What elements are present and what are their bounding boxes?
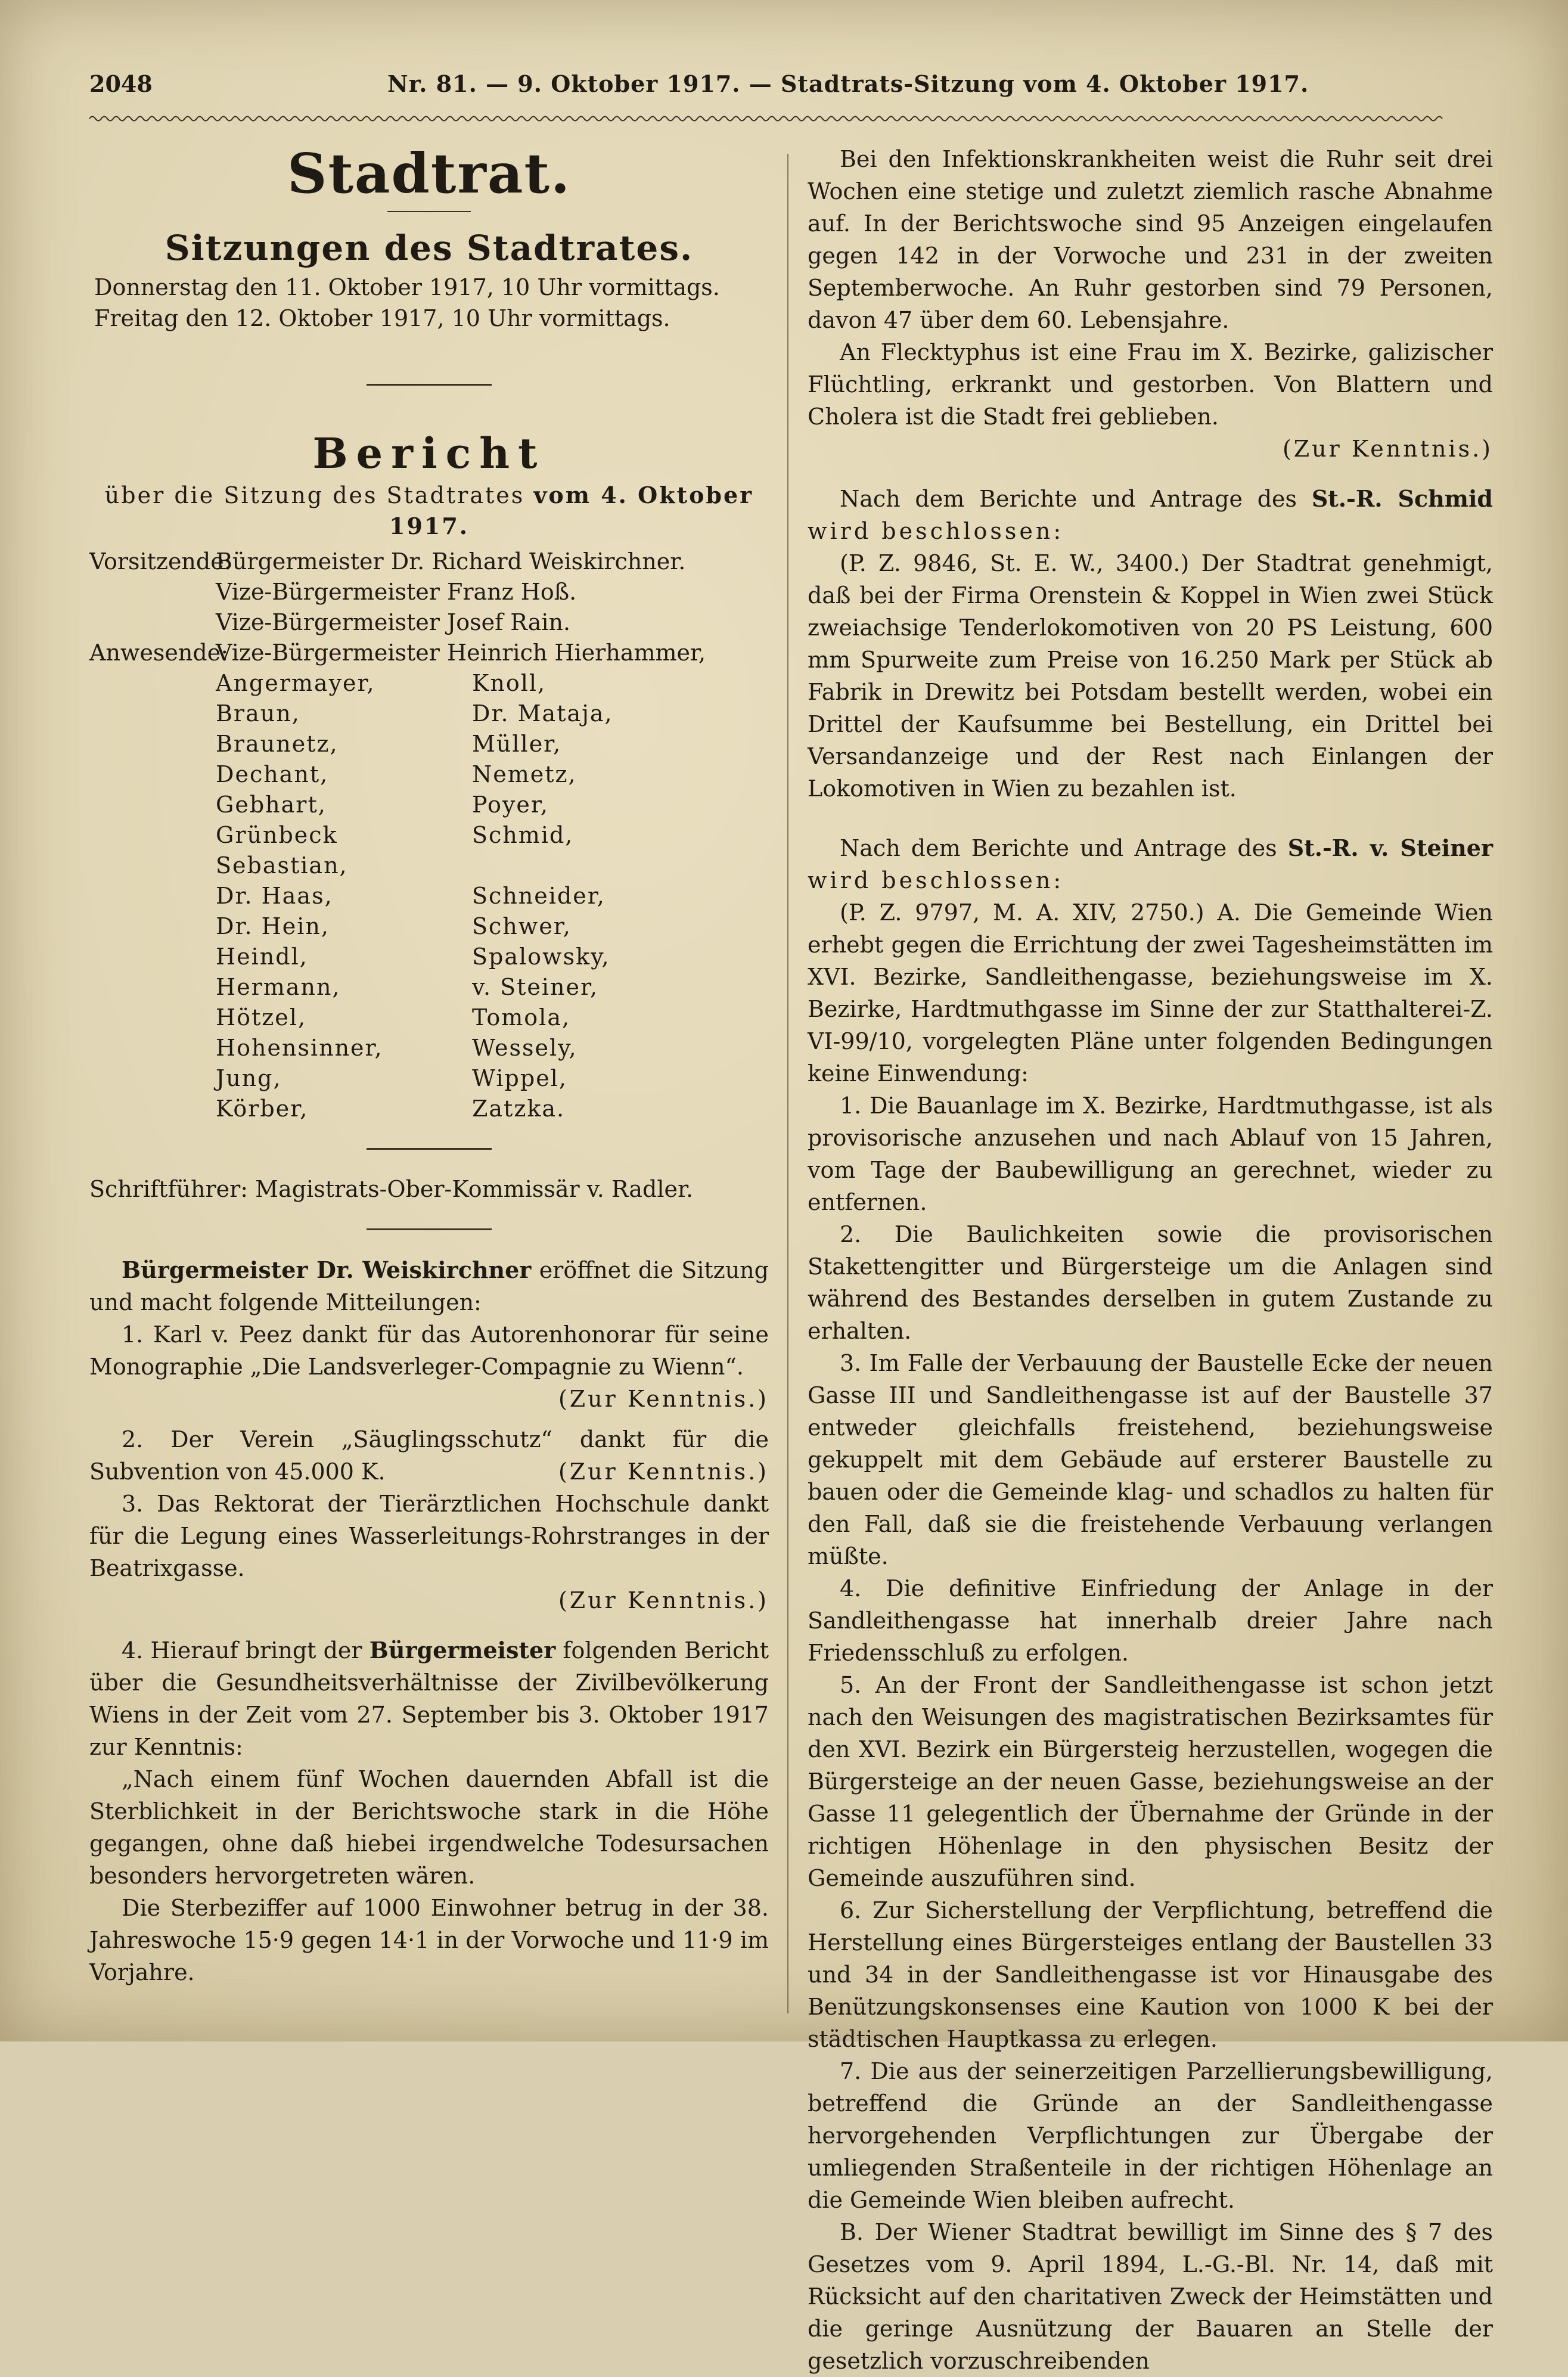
attendee-name: Poyer,: [472, 792, 549, 818]
attendee-list: [216, 668, 769, 1124]
opening-text: eröffnet die Sitzung und macht folgende Mitteilungen:: [89, 1257, 769, 1315]
condition-3: 3. Im Falle der Verbauung der Baustelle Ecke der neuen Gasse III und Sandleithengasse ist auf der Baustelle 37 entweder gleichfalls freistehend, beziehungsweise gekuppelt mit dem Gebäude auf ersterer Baustelle zu bauen oder die Gemeinde klag- und schadlos zu halten für den Fall, daß sie die freistehende Verbauung verlangen müßte.: [808, 1350, 1493, 1569]
writer-line: [89, 1174, 769, 1205]
announcement-4-lead: 4. Hierauf bringt der: [122, 1637, 362, 1664]
writer-value: Magistrats-Ober-Kommissär v. Radler.: [255, 1176, 694, 1202]
infection-paragraph: Bei den Infektionskrankheiten weist die Ruhr seit drei Wochen eine stetige und zuletzt ziemlich rasche Abnahme auf. In der Berichtswoche sind 95 Anzeigen eingelaufen gegen 142 in der Vorwoche und 231 in der zweiten Septemberwoche. An Ruhr gestorben sind 79 Personen, davon 47 über dem 60. Lebensjahre.: [808, 146, 1493, 333]
attendee-name: Knoll,: [472, 670, 547, 696]
attendee-name: Zatzka.: [472, 1096, 566, 1122]
kenntnis-note: (Zur Kenntnis.): [558, 1459, 769, 1485]
announcement-3: 3. Das Rektorat der Tierärztlichen Hochschule dankt für die Legung eines Wasserleitungs-Rohrstranges in der Beatrixgasse.: [89, 1491, 769, 1581]
section-masthead: Stadtrat.: [287, 141, 571, 206]
attendee-name: Hermann,: [216, 974, 341, 1000]
attendee-name: Wessely,: [472, 1035, 577, 1061]
attendee-name: Tomola,: [472, 1004, 571, 1031]
attendance-block: [89, 547, 769, 668]
kenntnis-note: (Zur Kenntnis.): [558, 1386, 769, 1412]
attendee-name: Hohensinner,: [216, 1035, 383, 1061]
attendee-name: Hötzel,: [216, 1004, 307, 1031]
attendee-name: Gebhart,: [216, 792, 327, 818]
attendee-name: Jung,: [216, 1065, 282, 1091]
attendee-name: Nemetz,: [472, 761, 577, 787]
chair-label: Vorsitzende:: [89, 548, 232, 575]
attendee-name: Dr. Hein,: [216, 913, 330, 939]
health-report-2: Die Sterbeziffer auf 1000 Einwohner betrug in der 38. Jahreswoche 15·9 gegen 14·1 in der Vorwoche und 11·9 im Vorjahre.: [89, 1895, 769, 1985]
running-head: Nr. 81. — 9. Oktober 1917. — Stadtrats-Sitzung vom 4. Oktober 1917.: [387, 70, 1309, 97]
announcement-4-speaker: Bürgermeister: [369, 1637, 556, 1664]
left-column: [89, 143, 769, 1988]
attendee-name: Dr. Mataja,: [472, 700, 613, 727]
chair-3: Vize-Bürgermeister Josef Rain.: [216, 609, 571, 635]
condition-4: 4. Die definitive Einfriedung der Anlage in der Sandleithengasse hat innerhalb dreier Jahre nach Friedensschluß zu erfolgen.: [808, 1575, 1493, 1666]
attendee-name: Braun,: [216, 700, 300, 727]
chair-2: Vize-Bürgermeister Franz Hoß.: [216, 579, 577, 605]
column-divider: [787, 154, 788, 2013]
attendee-name: Schmid,: [472, 822, 574, 848]
schmid-name: St.-R. Schmid: [1311, 485, 1493, 512]
condition-6: 6. Zur Sicherstellung der Verpflichtung, betreffend die Herstellung eines Bürgersteiges entlang der Baustellen 33 und 34 in der Sandleithengasse ist vor Hinausgabe des Benützungskonsenses eine Kaution von 1000 K bei der städtischen Hauptkassa zu erlegen.: [808, 1897, 1493, 2052]
attendee-name: v. Steiner,: [472, 974, 599, 1000]
present-label: Anwesende:: [89, 640, 229, 666]
condition-5: 5. An der Front der Sandleithengasse ist schon jetzt nach den Weisungen des magistratischen Bezirksamtes für den XVI. Bezirk ein Bürgersteig herzustellen, wogegen die Bürgersteige an der neuen Gasse, beziehungsweise an der Gasse 11 gelegentlich der Übernahme der Gründe in der richtigen Höhenlage in den physischen Besitz der Gemeinde auszuführen sind.: [808, 1672, 1493, 1891]
attendee-name: Müller,: [472, 731, 562, 757]
chair-row: [89, 607, 769, 638]
masthead-rule: [387, 211, 471, 212]
attendee-name: Wippel,: [472, 1065, 567, 1091]
schmid-resolved: wird beschlossen:: [808, 518, 1064, 544]
attendee-name: Schwer,: [472, 913, 572, 939]
header-wave-rule: [89, 114, 1442, 123]
steiner-resolved: wird beschlossen:: [808, 867, 1064, 893]
sessions-heading: Sitzungen des Stadtrates.: [164, 228, 694, 268]
present-first: Vize-Bürgermeister Heinrich Hierhammer,: [216, 640, 706, 666]
section-rule: [367, 1228, 492, 1230]
writer-label: Schriftführer:: [89, 1176, 249, 1202]
attendee-name: Heindl,: [216, 944, 308, 970]
health-report-1: „Nach einem fünf Wochen dauernden Abfall ist die Sterblichkeit in der Berichtswoche stark in die Höhe gegangen, ohne daß hiebei irgendwelche Todesursachen besonders hervorgetreten wären.: [89, 1766, 769, 1889]
chair-row: [89, 577, 769, 607]
session-date-2: Freitag den 12. Oktober 1917, 10 Uhr vormittags.: [94, 305, 670, 331]
page-number: 2048: [89, 70, 153, 97]
steiner-lead-text: Nach dem Berichte und Antrage des: [840, 835, 1277, 861]
announcement-4-text: folgenden Bericht über die Gesundheitsverhältnisse der Zivilbevölkerung Wiens in der Zeit vom 27. September bis 3. Oktober 1917 zur Kenntnis:: [89, 1637, 769, 1760]
attendee-name: Schneider,: [472, 883, 606, 909]
section-rule: [367, 384, 492, 386]
chair-1: Bürgermeister Dr. Richard Weiskirchner.: [216, 548, 686, 575]
chair-row: [89, 547, 769, 577]
report-title: Bericht: [312, 429, 546, 478]
steiner-intro: (P. Z. 9797, M. A. XIV, 2750.) A. Die Gemeinde Wien erhebt gegen die Errichtung der zwei Tagesheimstätten im XVI. Bezirke, Sandleithengasse, beziehungsweise im X. Bezirke, Hardtmuthgasse im Sinne der zur Statthalterei-Z. VI-99/10, vorgelegten Pläne unter folgenden Bedingungen keine Einwendung:: [808, 899, 1493, 1087]
attendee-name: Angermayer,: [216, 670, 375, 696]
kenntnis-note: (Zur Kenntnis.): [1282, 436, 1493, 462]
kenntnis-note: (Zur Kenntnis.): [558, 1587, 769, 1613]
schmid-motion-lead: [808, 483, 1493, 547]
right-column: [808, 143, 1493, 2377]
announcement-1: 1. Karl v. Peez dankt für das Autorenhonorar für seine Monographie „Die Landsverleger-Compagnie zu Wienn“.: [89, 1321, 769, 1380]
attendee-name: Grünbeck Sebastian,: [216, 822, 348, 879]
report-subtitle-date: vom 4. Oktober 1917.: [389, 482, 754, 539]
steiner-motion-lead: [808, 832, 1493, 896]
section-b: B. Der Wiener Stadtrat bewilligt im Sinne des § 7 des Gesetzes vom 9. April 1894, L.-G.-Bl. Nr. 14, daß mit Rücksicht auf den charitativen Zweck der Heimstätten und die geringe Ausnützung der Bauaren an Stelle der gesetzlich vorzuschreibenden: [808, 2219, 1493, 2374]
section-rule: [367, 1148, 492, 1150]
page-header: [89, 70, 1460, 118]
condition-1: 1. Die Bauanlage im X. Bezirke, Hardtmuthgasse, ist als provisorische anzusehen und nach Ablauf von 15 Jahren, vom Tage der Baubewilligung an gerechnet, wieder zu entfernen.: [808, 1093, 1493, 1215]
condition-7: 7. Die aus der seinerzeitigen Parzellierungsbewilligung, betreffend die Gründe an der Sandleithengasse hervorgehenden Verpflichtungen zur Übergabe der umliegenden Straßenteile in der richtigen Höhenlage an die Gemeinde Wien bleiben aufrecht.: [808, 2058, 1493, 2213]
steiner-name: St.-R. v. Steiner: [1287, 834, 1493, 861]
announcement-4: [89, 1634, 769, 1763]
schmid-lead-text: Nach dem Berichte und Antrage des: [840, 486, 1297, 512]
report-subtitle: [89, 480, 769, 542]
present-row: [89, 638, 769, 668]
opening-paragraph: [89, 1254, 769, 1318]
attendee-name: Dr. Haas,: [216, 883, 333, 909]
typhus-paragraph: An Flecktyphus ist eine Frau im X. Bezirke, galizischer Flüchtling, erkrankt und gestorben. Von Blattern und Cholera ist die Stadt frei geblieben.: [808, 339, 1493, 430]
report-subtitle-plain: über die Sitzung des Stadtrates: [104, 482, 525, 508]
announcement-2: 2. Der Verein „Säuglingsschutz“ dankt für die Subvention von 45.000 K.: [89, 1426, 769, 1485]
condition-2: 2. Die Baulichkeiten sowie die provisorischen Stakettengitter und Bürgersteige um die Anlagen sind während des Bestandes derselben in gutem Zustande zu erhalten.: [808, 1221, 1493, 1344]
attendee-name: Spalowsky,: [472, 944, 610, 970]
opening-speaker: Bürgermeister Dr. Weiskirchner: [122, 1256, 532, 1283]
attendee-name: Dechant,: [216, 761, 329, 787]
attendee-name: Körber,: [216, 1096, 309, 1122]
schmid-resolution: (P. Z. 9846, St. E. W., 3400.) Der Stadtrat genehmigt, daß bei der Firma Orenstein & Koppel in Wien zwei Stück zweiachsige Tenderlokomotiven von 20 PS Leistung, 600 mm Spurweite zum Preise von 16.250 Mark per Stück ab Fabrik in Drewitz bei Potsdam bestellt werden, wobei ein Drittel der Kaufsumme bei Bestellung, ein Drittel bei Versandanzeige und der Rest nach Einlangen der Lokomotiven in Wien zu bezahlen ist.: [808, 550, 1493, 802]
session-date-1: Donnerstag den 11. Oktober 1917, 10 Uhr vormittags.: [94, 274, 720, 300]
attendee-name: Braunetz,: [216, 731, 339, 757]
